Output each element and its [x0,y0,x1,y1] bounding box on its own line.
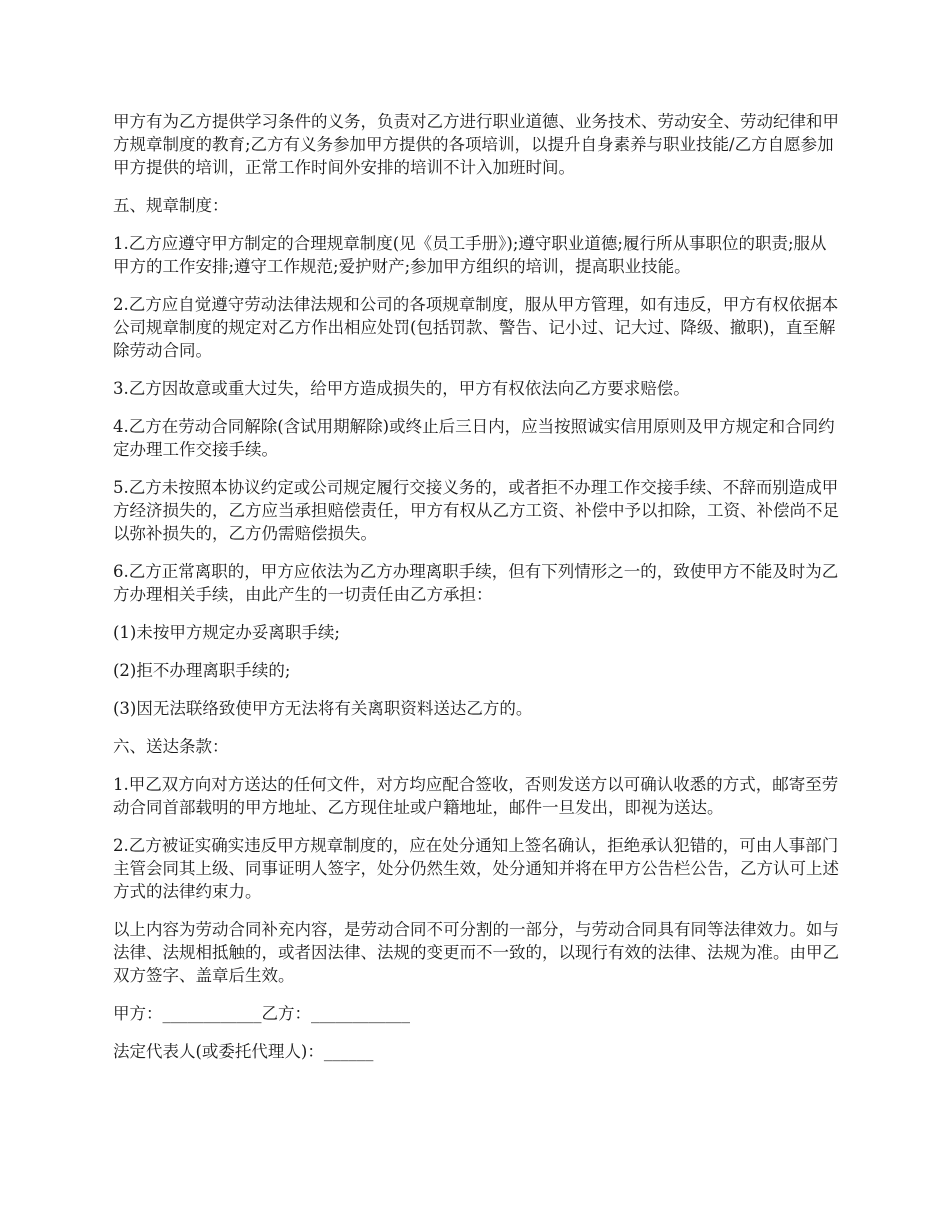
list-item-case-3: (3)因无法联络致使甲方无法将有关离职资料送达乙方的。 [113,699,533,718]
section-heading-rules: 五、规章制度： [113,196,229,215]
paragraph-rule-2: 2.乙方应自觉遵守劳动法律法规和公司的各项规章制度，服从甲方管理，如有违反，甲方有权依据本公司规章制度的规定对乙方作出相应处罚(包括罚款、警告、记小过、记大过、降级、撤职)，直至解除劳动合同。 [113,295,839,360]
paragraph-rule-1: 1.乙方应遵守甲方制定的合理规章制度(见《员工手册》);遵守职业道德;履行所从事职位的职责;服从甲方的工作安排;遵守工作规范;爱护财产;参加甲方组织的培训，提高职业技能。 [113,234,827,276]
paragraph-training-obligation: 甲方有为乙方提供学习条件的义务，负责对乙方进行职业道德、业务技术、劳动安全、劳动纪律和甲方规章制度的教育;乙方有义务参加甲方提供的各项培训，以提升自身素养与职业技能/乙方自愿参加甲方提供的培训，正常工作时间外安排的培训不计入加班时间。 [113,112,839,177]
section-heading-delivery: 六、送达条款： [113,737,229,756]
signature-line-parties: 甲方：____________乙方：____________ [113,1004,410,1023]
paragraph-delivery-1: 1.甲乙双方向对方送达的任何文件，对方均应配合签收，否则发送方以可确认收悉的方式，邮寄至劳动合同首部载明的甲方地址、乙方现住址或户籍地址，邮件一旦发出，即视为送达。 [113,775,839,817]
paragraph-supplement-effect: 以上内容为劳动合同补充内容，是劳动合同不可分割的一部分，与劳动合同具有同等法律效力。如与法律、法规相抵触的，或者因法律、法规的变更而不一致的，以现行有效的法律、法规为准。由甲乙双方签字、盖章后生效。 [113,920,839,985]
paragraph-delivery-2: 2.乙方被证实确实违反甲方规章制度的，应在处分通知上签名确认，拒绝承认犯错的，可由人事部门主管会同其上级、同事证明人签字，处分仍然生效，处分通知并将在甲方公告栏公告，乙方认可上述方式的法律约束力。 [113,836,839,901]
list-item-case-2: (2)拒不办理离职手续的; [113,661,291,680]
signature-line-representative: 法定代表人(或委托代理人)：______ [113,1042,374,1061]
paragraph-rule-5: 5.乙方未按照本协议约定或公司规定履行交接义务的，或者拒不办理工作交接手续、不辞而别造成甲方经济损失的，乙方应当承担赔偿责任，甲方有权从乙方工资、补偿中予以扣除，工资、补偿尚不足以弥补损失的，乙方仍需赔偿损失。 [113,478,839,543]
paragraph-rule-6: 6.乙方正常离职的，甲方应依法为乙方办理离职手续，但有下列情形之一的，致使甲方不能及时为乙方办理相关手续，由此产生的一切责任由乙方承担： [113,562,839,604]
paragraph-rule-4: 4.乙方在劳动合同解除(含试用期解除)或终止后三日内，应当按照诚实信用原则及甲方规定和合同约定办理工作交接手续。 [113,417,835,459]
list-item-case-1: (1)未按甲方规定办妥离职手续; [113,623,340,642]
document-body [113,110,841,1078]
paragraph-rule-3: 3.乙方因故意或重大过失，给甲方造成损失的，甲方有权依法向乙方要求赔偿。 [113,379,690,398]
